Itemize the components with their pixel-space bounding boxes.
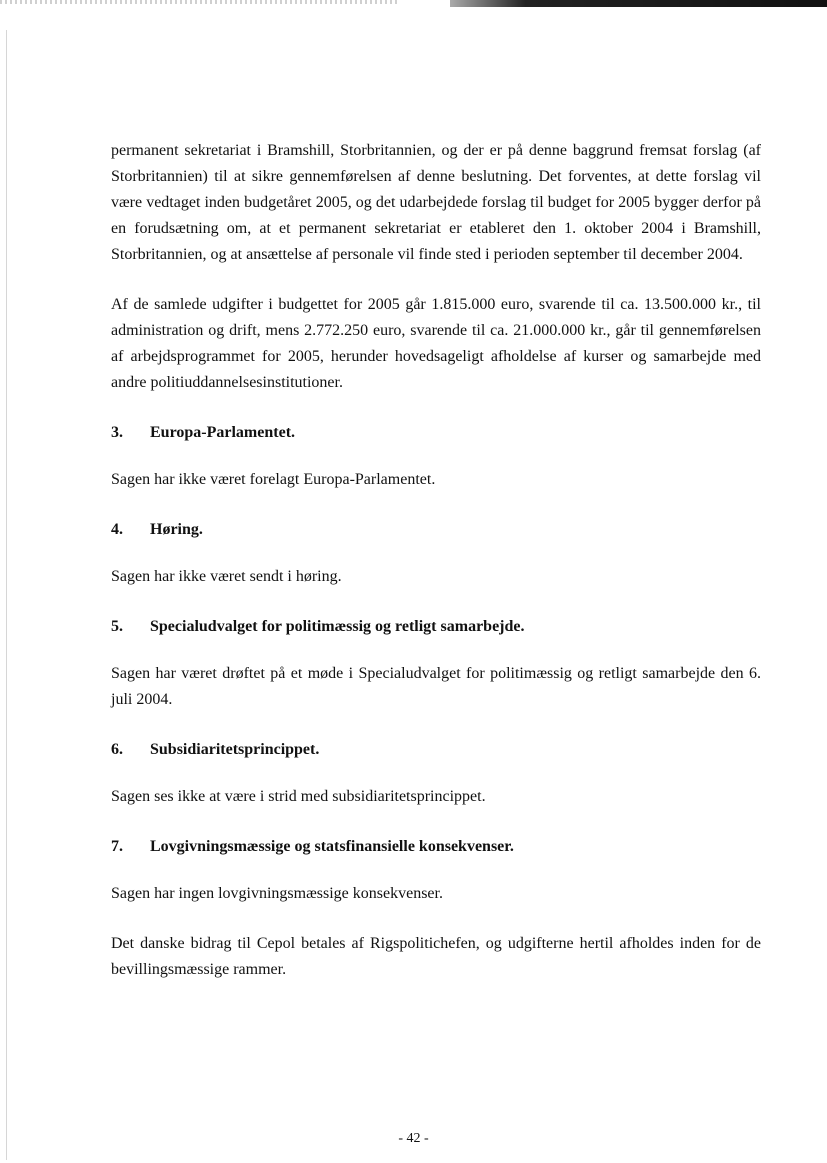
section-number: 7. bbox=[111, 838, 123, 855]
section-title: Specialudvalget for politimæssig og retligt samarbejde. bbox=[150, 618, 525, 635]
section-number: 5. bbox=[111, 618, 123, 635]
paragraph-sekretariat: permanent sekretariat i Bramshill, Storbritannien, og der er på denne baggrund fremsat forslag (af Storbritannien) til at sikre gennemførelsen af denne beslutning. Det forventes, at dette forslag vil være vedtaget inden budgetåret 2005, og det udarbejdede forslag til budget for 2005 bygger derfor på en forudsætning om, at et permanent sekretariat er etableret den 1. oktober 2004 i Bramshill, Storbritannien, og at ansættelse af personale vil finde sted i perioden september til december 2004. bbox=[111, 142, 761, 263]
section-number: 3. bbox=[111, 424, 123, 441]
section-title: Europa-Parlamentet. bbox=[150, 424, 296, 441]
section-heading bbox=[111, 614, 761, 640]
section-konsekvenser bbox=[111, 834, 761, 983]
section-title: Høring. bbox=[150, 521, 203, 538]
section-heading bbox=[111, 737, 761, 763]
section-number: 4. bbox=[111, 521, 123, 538]
section-title: Subsidiaritetsprincippet. bbox=[150, 741, 320, 758]
section-europa-parlamentet bbox=[111, 420, 761, 493]
section-number: 6. bbox=[111, 741, 123, 758]
section-text: Sagen har ingen lovgivningsmæssige konsekvenser. bbox=[111, 885, 443, 902]
section-heading bbox=[111, 834, 761, 860]
section-text: Sagen har været drøftet på et møde i Specialudvalget for politimæssig og retligt samarbejde den 6. juli 2004. bbox=[111, 665, 761, 708]
paragraph-udgifter: Af de samlede udgifter i budgettet for 2005 går 1.815.000 euro, svarende til ca. 13.500.000 kr., til administration og drift, mens 2.772.250 euro, svarende til ca. 21.000.000 kr., går til gennemførelsen af arbejdsprogrammet for 2005, herunder hovedsageligt afholdelse af kurser og samarbejde med andre politiuddannelsesinstitutioner. bbox=[111, 296, 761, 391]
section-text: Sagen har ikke været sendt i høring. bbox=[111, 568, 342, 585]
page-number: - 42 - bbox=[398, 1131, 429, 1146]
section-subsidiaritet bbox=[111, 737, 761, 810]
scan-artifact-top-left bbox=[0, 0, 400, 4]
section-horing bbox=[111, 517, 761, 590]
section-title: Lovgivningsmæssige og statsfinansielle konsekvenser. bbox=[150, 838, 514, 855]
section-text: Det danske bidrag til Cepol betales af Rigspolitichefen, og udgifterne hertil afholdes inden for de bevillingsmæssige rammer. bbox=[111, 935, 761, 978]
section-text: Sagen har ikke været forelagt Europa-Parlamentet. bbox=[111, 471, 436, 488]
section-heading bbox=[111, 517, 761, 543]
document-body bbox=[111, 138, 761, 1007]
scan-artifact-top-right bbox=[450, 0, 827, 7]
section-text: Sagen ses ikke at være i strid med subsidiaritetsprincippet. bbox=[111, 788, 486, 805]
section-specialudvalget bbox=[111, 614, 761, 713]
section-heading bbox=[111, 420, 761, 446]
scan-artifact-left-edge bbox=[6, 30, 7, 1160]
